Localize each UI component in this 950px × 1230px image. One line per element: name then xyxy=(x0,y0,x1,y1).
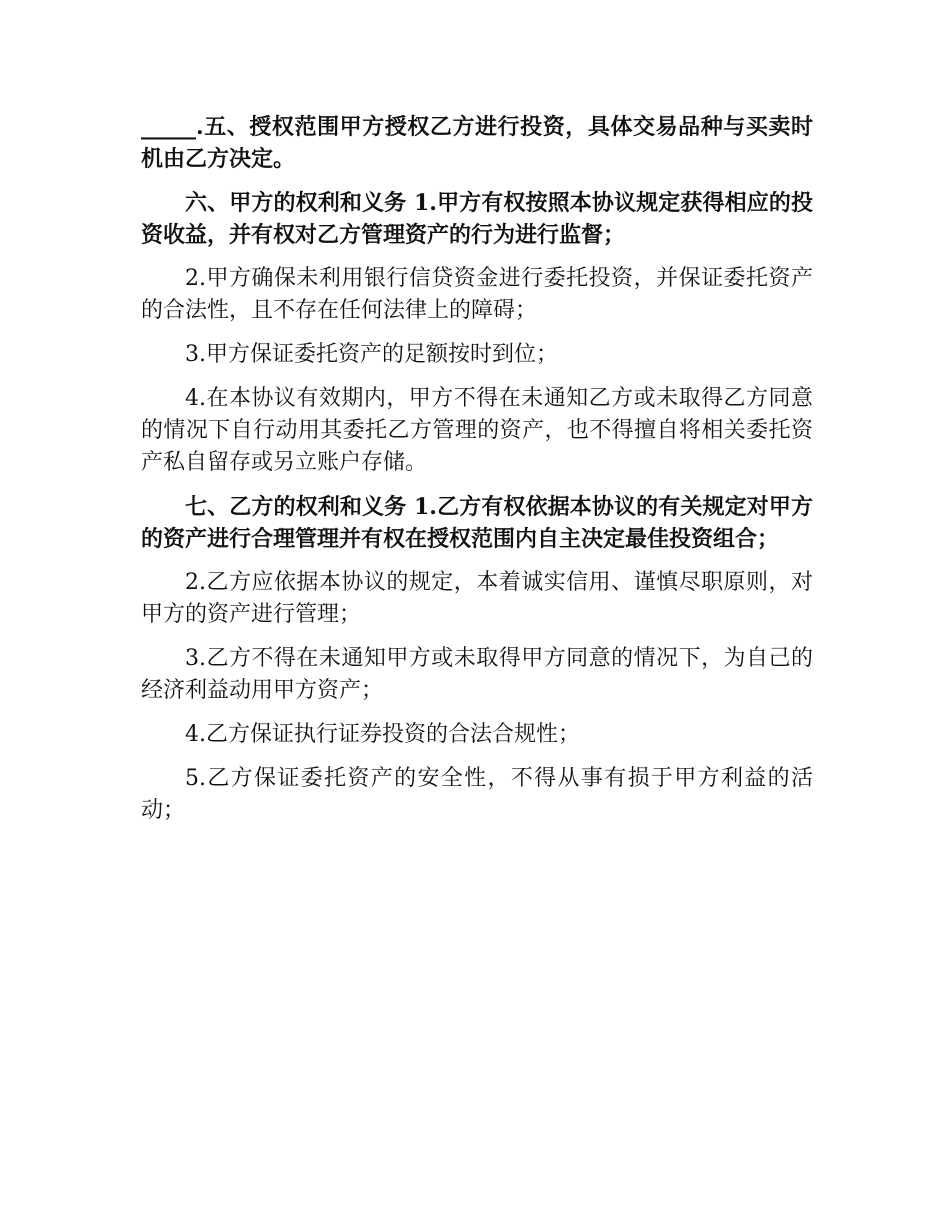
paragraph-authorization-scope: _____.五、授权范围甲方授权乙方进行投资，具体交易品种与买卖时机由乙方决定。 xyxy=(141,114,813,172)
paragraph-party-a-clause-4: 4.在本协议有效期内，甲方不得在未通知乙方或未取得乙方同意的情况下自行动用其委托乙方管理的资产，也不得擅自将相关委托资产私自留存或另立账户存储。 xyxy=(141,386,813,475)
paragraph-party-b-rights-heading: 七、乙方的权利和义务 1.乙方有权依据本协议的有关规定对甲方的资产进行合理管理并有权在授权范围内自主决定最佳投资组合； xyxy=(141,494,813,552)
paragraph-party-a-rights-heading: 六、甲方的权利和义务 1.甲方有权按照本协议规定获得相应的投资收益，并有权对乙方管理资产的行为进行监督； xyxy=(141,190,813,248)
paragraph-party-a-clause-2: 2.甲方确保未利用银行信贷资金进行委托投资，并保证委托资产的合法性，且不存在任何法律上的障碍； xyxy=(141,266,813,323)
paragraph-party-b-clause-4: 4.乙方保证执行证券投资的合法合规性； xyxy=(185,722,580,747)
document-body xyxy=(141,111,813,839)
paragraph-party-b-clause-5: 5.乙方保证委托资产的安全性，不得从事有损于甲方利益的活动； xyxy=(141,766,813,823)
paragraph-party-b-clause-3: 3.乙方不得在未通知甲方或未取得甲方同意的情况下，为自己的经济利益动用甲方资产； xyxy=(141,646,813,703)
paragraph-party-a-clause-3: 3.甲方保证委托资产的足额按时到位； xyxy=(185,342,558,367)
paragraph-party-b-clause-2: 2.乙方应依据本协议的规定，本着诚实信用、谨慎尽职原则，对甲方的资产进行管理； xyxy=(141,570,813,627)
